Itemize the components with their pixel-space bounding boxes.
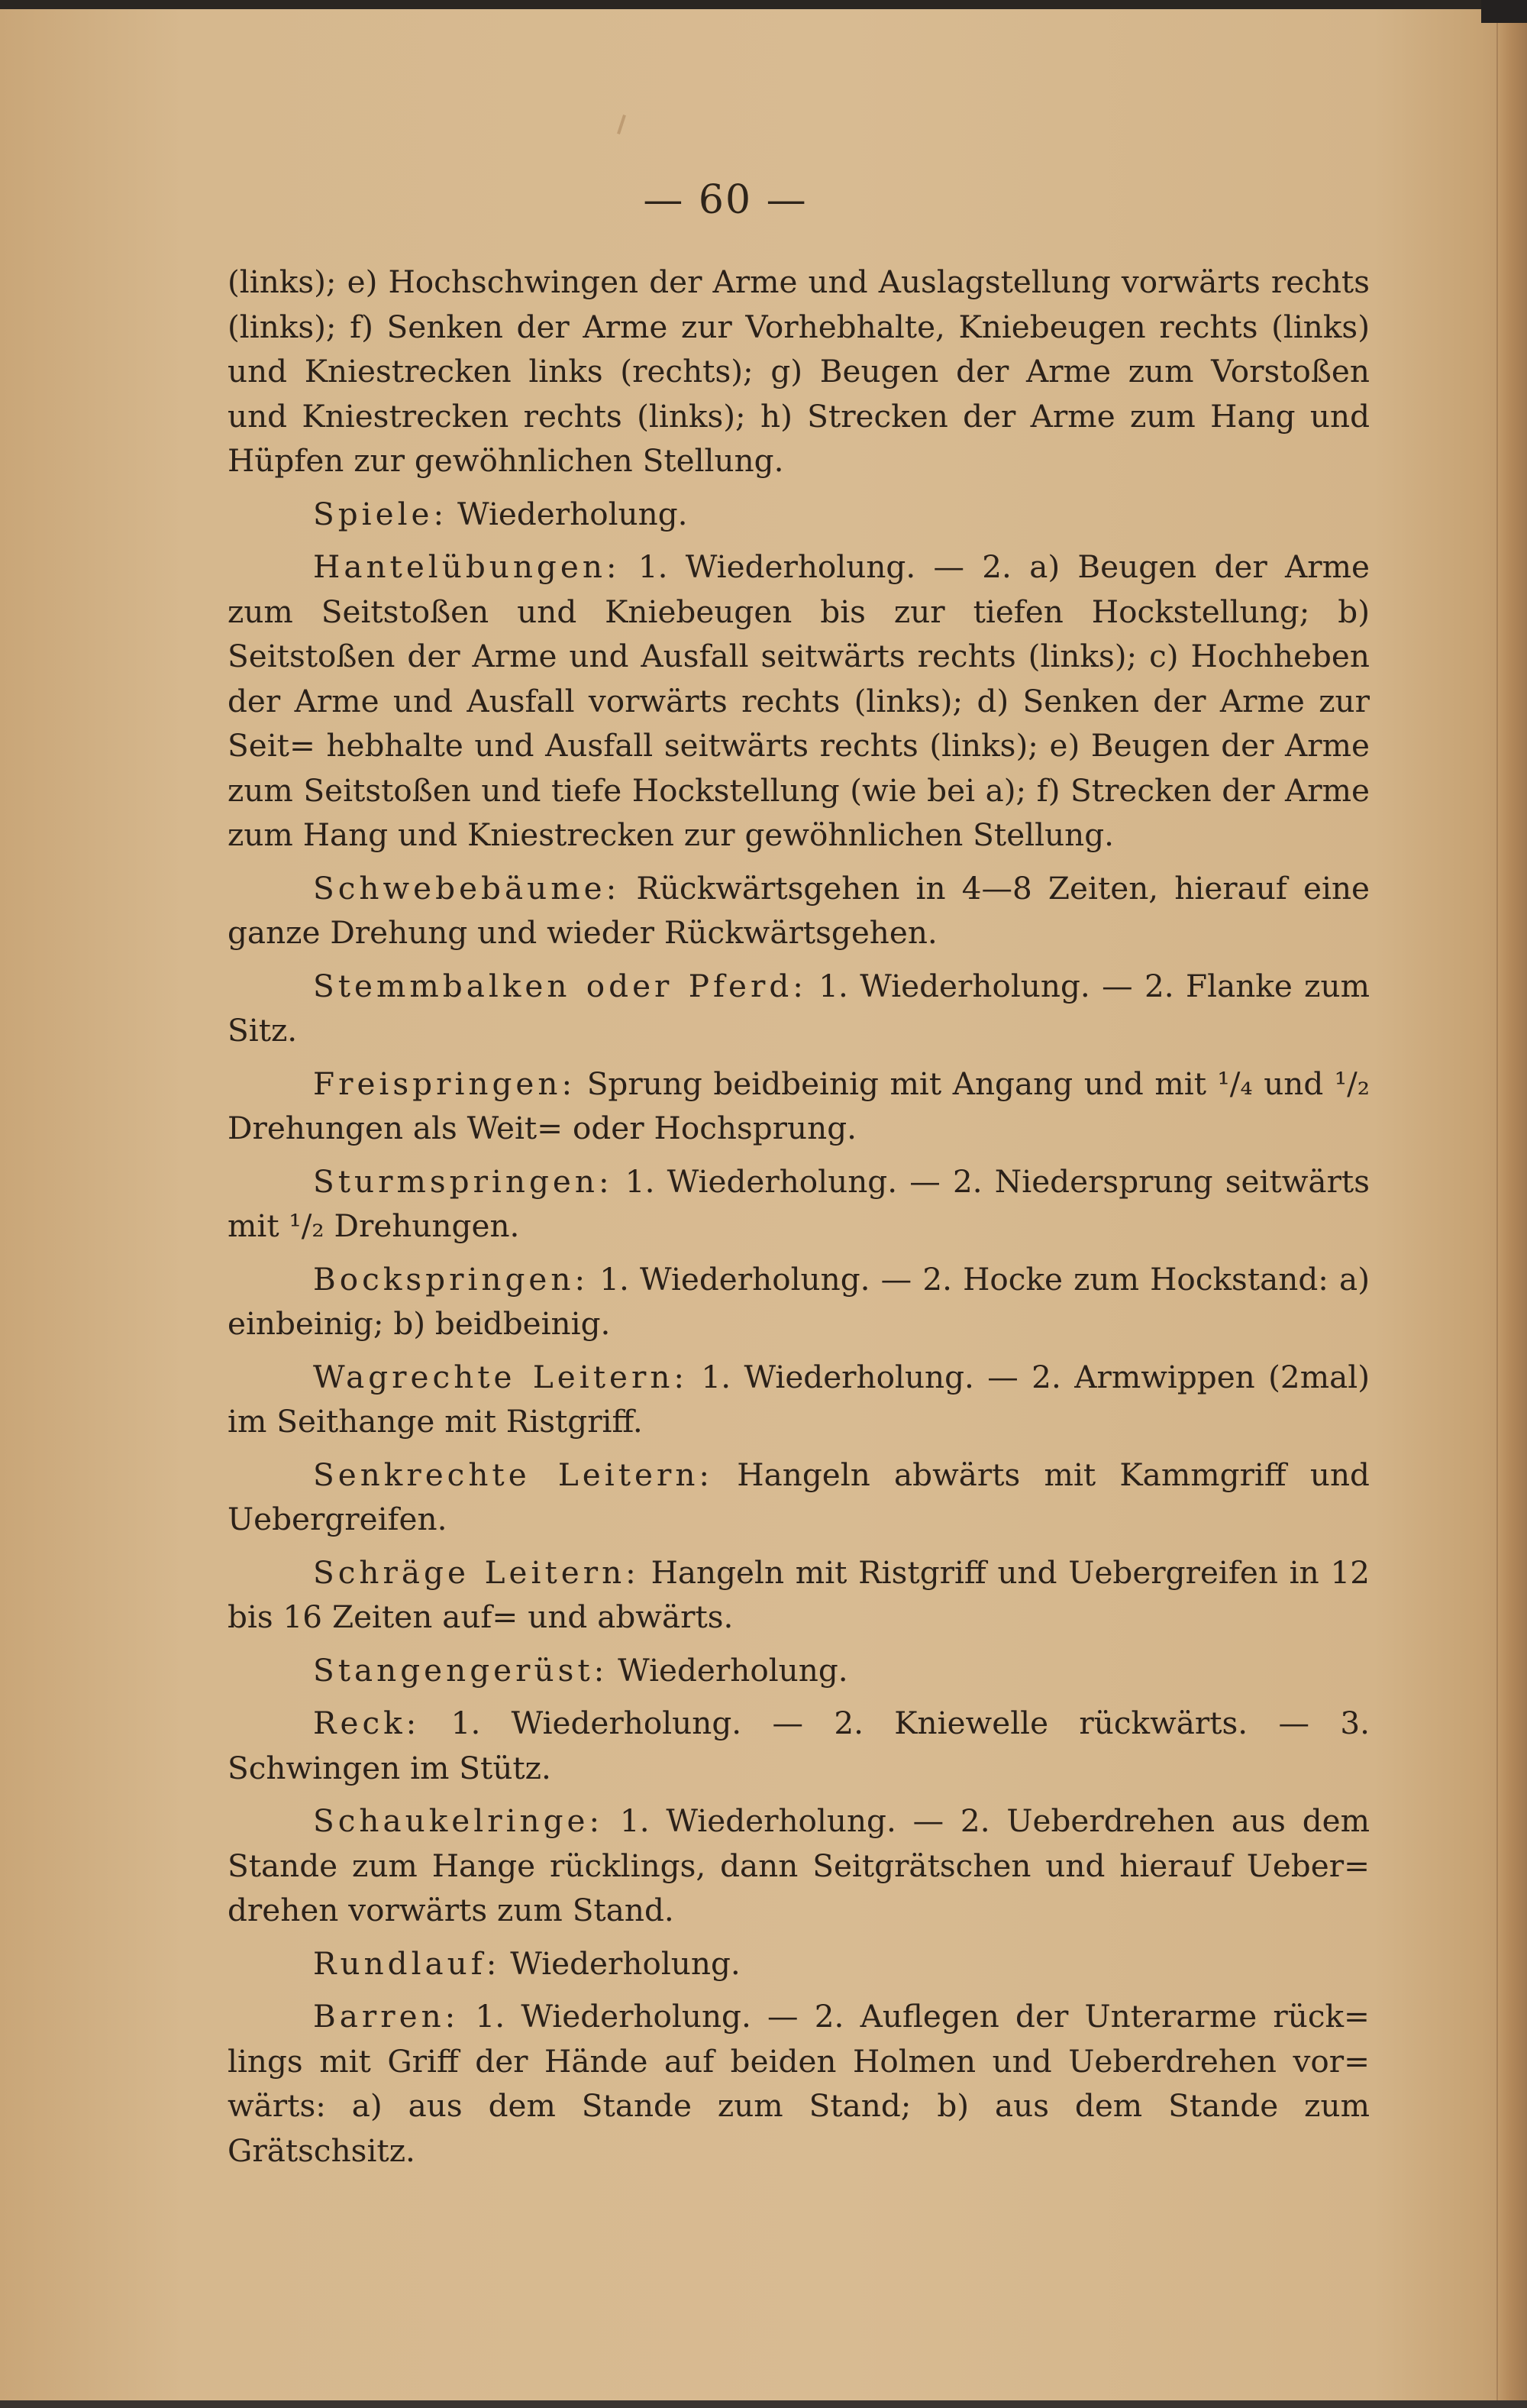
exercise-term: Senkrechte Leitern: <box>313 1456 714 1493</box>
paragraph-text: 1. Wiederholung. — 2. Kniewelle rückwärts. — 3. Schwingen im Stütz. <box>228 1705 1370 1786</box>
exercise-term: Stangengerüst: <box>313 1651 609 1689</box>
paper-mark <box>617 115 626 134</box>
scan-bottom-edge <box>0 2400 1527 2408</box>
scan-top-edge <box>0 0 1527 9</box>
exercise-term: Spiele: <box>313 495 448 532</box>
paragraph-text: Hangeln mit Ristgriff und Uebergreifen in 12 bis 16 Zeiten auf= und abwärts. <box>228 1553 1370 1635</box>
paragraph-text: 1. Wiederholung. — 2. a) Beugen der Arme zum Seitstoßen und Kniebeugen bis zur tiefen Hockstellung; b) Seitstoßen der Arme und Ausfall seitwärts rechts (links); c) Hochheben der Arme und Ausfall vorwärts rechts (links); d) Senken der Arme zur Seit= hebhalte und Ausfall seitwärts rechts (links); e) Beugen der Arme zum Seitstoßen und tiefe Hockstellung (wie bei a); f) Strecken der Arme zum Hang und Kniestrecken zur gewöhnlichen Stellung. <box>228 548 1370 853</box>
body-text <box>228 260 1370 2181</box>
paragraph-text: 1. Wiederholung. — 2. Hocke zum Hockstand: a) einbeinig; b) beidbeinig. <box>228 1260 1370 1342</box>
paragraph-text: Hangeln abwärts mit Kammgriff und Uebergreifen. <box>228 1456 1370 1537</box>
scan-corner-shadow <box>1481 0 1527 23</box>
paragraph-text: 1. Wiederholung. — 2. Auflegen der Unterarme rück= lings mit Griff der Hände auf beiden Holmen und Ueberdrehen vor= wärts: a) aus dem Stande zum Stand; b) aus dem Stande zum Grätschsitz. <box>228 1998 1370 2169</box>
exercise-term: Schwebebäume: <box>313 869 621 907</box>
paragraph-senkrechte-leitern <box>228 1453 1370 1542</box>
paragraph-bockspringen <box>228 1257 1370 1346</box>
paragraph-schaukelringe <box>228 1799 1370 1933</box>
paragraph-text: (links); e) Hochschwingen der Arme und Auslagstellung vorwärts rechts (links); f) Senken der Arme zur Vorhebhalte, Kniebeugen rechts (links) und Kniestrecken links (rechts); g) Beugen der Arme zum Vorstoßen und Kniestrecken rechts (links); h) Strecken der Arme zum Hang und Hüpfen zur gewöhnlichen Stellung. <box>228 263 1370 479</box>
paragraph-text: Sprung beidbeinig mit Angang und mit ¹/₄ und ¹/₂ Drehungen als Weit= oder Hochsprung. <box>228 1065 1370 1146</box>
paragraph-text: 1. Wiederholung. — 2. Ueberdrehen aus dem Stande zum Hange rücklings, dann Seitgrätschen und hierauf Ueber= drehen vorwärts zum Stand. <box>228 1802 1370 1928</box>
paragraph-rundlauf <box>228 1941 1370 1986</box>
page-number: — 60 — <box>643 177 808 223</box>
paragraph-continuation <box>228 260 1370 483</box>
exercise-term: Freispringen: <box>313 1065 576 1102</box>
exercise-term: Hantelübungen: <box>313 548 621 585</box>
paragraph-reck <box>228 1701 1370 1790</box>
exercise-term: Bockspringen: <box>313 1260 589 1298</box>
paragraph-text: 1. Wiederholung. — 2. Flanke zum Sitz. <box>228 967 1370 1049</box>
exercise-term: Barren: <box>313 1998 460 2035</box>
paragraph-hanteluebungen <box>228 545 1370 858</box>
exercise-term: Wagrechte Leitern: <box>313 1358 689 1395</box>
exercise-term: Rundlauf: <box>313 1944 501 1982</box>
paragraph-wagrechte-leitern <box>228 1355 1370 1444</box>
page-binding-edge <box>1496 0 1527 2408</box>
exercise-term: Schräge Leitern: <box>313 1553 640 1591</box>
exercise-term: Reck: <box>313 1705 421 1741</box>
paragraph-text: 1. Wiederholung. — 2. Niedersprung seitwärts mit ¹/₂ Drehungen. <box>228 1162 1370 1244</box>
exercise-term: Stemmbalken oder Pferd: <box>313 967 807 1004</box>
paragraph-text: Rückwärtsgehen in 4—8 Zeiten, hierauf eine ganze Drehung und wieder Rückwärtsgehen. <box>228 869 1370 951</box>
paragraph-barren <box>228 1994 1370 2173</box>
paragraph-text: Wiederholung. <box>500 1944 741 1982</box>
paragraph-text: Wiederholung. <box>608 1651 848 1689</box>
exercise-term: Sturmspringen: <box>313 1162 613 1200</box>
paragraph-text: Wiederholung. <box>447 495 688 532</box>
paragraph-stemmbalken <box>228 964 1370 1053</box>
paragraph-sturmspringen <box>228 1159 1370 1249</box>
paragraph-freispringen <box>228 1062 1370 1151</box>
paragraph-stangengeruest <box>228 1648 1370 1693</box>
paragraph-spiele <box>228 492 1370 537</box>
paragraph-schwebebaeume <box>228 866 1370 955</box>
exercise-term: Schaukelringe: <box>313 1802 604 1839</box>
paragraph-text: 1. Wiederholung. — 2. Armwippen (2mal) im Seithange mit Ristgriff. <box>228 1358 1370 1440</box>
paragraph-schraege-leitern <box>228 1550 1370 1640</box>
